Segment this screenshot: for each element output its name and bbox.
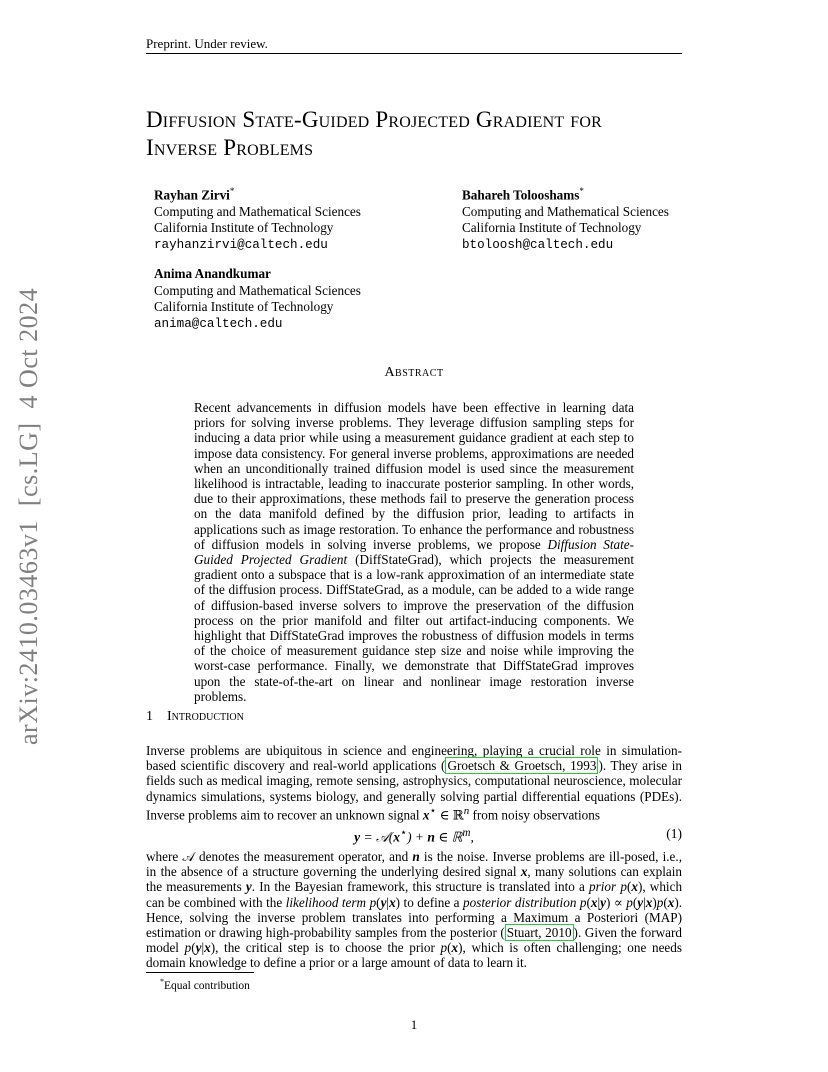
section-number: 1 <box>146 709 153 724</box>
footnote <box>160 977 250 992</box>
body-text: ). Given the forward model <box>146 925 682 956</box>
footnote-mark: * <box>160 977 164 986</box>
author-email[interactable]: anima@caltech.edu <box>154 316 283 331</box>
citation-authors: Stuart, <box>506 925 542 941</box>
citation-year: 2010 <box>545 925 572 941</box>
citation-year: 1993 <box>570 758 597 774</box>
body-text: , which can be combined with the <box>146 879 683 910</box>
abstract-text: (DiffStateGrad), which projects the measurement gradient onto a subspace that is a low-rank approximation of an intermediate state of the diffusion process. DiffStateGrad, as a module, can be added to a wide range of diffusion-based inverse solvers to improve the preservation of the diffusion process on the prior manifold and filter out artifact-inducing components. We highlight that DiffStateGrad improves the robustness of diffusion models in terms of the choice of measurement guidance step size and noise while improving the worst-case performance. Finally, we demonstrate that DiffStateGrad improves upon the state-of-the-art on linear and nonlinear image restoration inverse problems. <box>194 552 634 704</box>
author-name: Bahareh Tolooshams <box>462 187 580 203</box>
body-text: where <box>146 849 179 864</box>
author-email[interactable]: btoloosh@caltech.edu <box>462 237 614 252</box>
author-mark: * <box>579 186 584 196</box>
citation-link[interactable] <box>505 924 574 941</box>
term-posterior: posterior distribution <box>463 894 577 910</box>
body-text: . In the Bayesian framework, this structure is translated into a <box>251 879 585 895</box>
title-line-1: Diffusion State-Guided Projected Gradient for <box>146 107 603 132</box>
term-likelihood: likelihood term <box>285 894 367 910</box>
body-text: . Hence, solving the inverse problem translates into performing a Maximum a Posteriori (MAP) estimation or drawing high-probability samples from the posterior ( <box>146 894 683 941</box>
arxiv-identifier: arXiv:2410.03463v1 [cs.LG] 4 Oct 2024 <box>14 287 43 745</box>
body-text: ). They arise in fields such as medical imaging, remote sensing, astrophysics, computational neuroscience, molecular dynamics simulations, systems biology, and generally solving partial differential equations (PDEs). Inverse problems aim to recover an unknown signal <box>146 758 683 823</box>
abstract-body <box>194 400 634 704</box>
running-header: Preprint. Under review. <box>146 36 268 51</box>
author-inst: California Institute of Technology <box>462 220 642 236</box>
body-text: Inverse problems are ubiquitous in science and engineering, playing a crucial role in simulation-based scientific discovery and real-world applications ( <box>146 743 682 774</box>
abstract-text: Recent advancements in diffusion models have been effective in learning data priors for solving inverse problems. They leverage diffusion sampling steps for inducing a data prior while using a measurement guidance gradient at each step to impose data consistency. For general inverse problems, approximations are needed when an unconditionally trained diffusion model is used since the measurement likelihood is intractable, leading to inaccurate posterior sampling. In other words, due to their approximations, these methods fail to preserve the generation process on the data manifold defined by the diffusion prior, leading to artifacts in applications such as image restoration. To enhance the performance and robustness of diffusion models in solving inverse problems, we propose <box>194 400 634 552</box>
body-text: , which is often challenging; one needs domain knowledge to define a prior or a large amount of data to learn it. <box>146 940 682 971</box>
author-dept: Computing and Mathematical Sciences <box>462 203 669 219</box>
author-dept: Computing and Mathematical Sciences <box>154 282 361 298</box>
title-line-2: Inverse Problems <box>146 135 314 160</box>
intro-paragraph-2: where 𝒜 denotes the measurement operator, and n is the noise. Inverse problems are ill-posed, i.e., in the absence of a structure governing the underlying desired signal x, many solutions can explain the measurements y. In the Bayesian framework, this structure is translated into a prior p(x), which can be combined with the likelihood term p(y|x) to define a posterior distribution p(x|y) ∝ p(y|x)p(x). Hence, solving the inverse problem translates into performing a Maximum a Posteriori (MAP) estimation or drawing high-probability samples from the posterior ( Stuart, 2010 ). Given the forward model p(y|x), the critical step is to choose the prior p(x), which is often challenging; one needs domain knowledge to define a prior or a large amount of data to learn it. <box>146 849 683 971</box>
footnote-rule <box>146 972 254 973</box>
author-email[interactable]: rayhanzirvi@caltech.edu <box>154 237 328 252</box>
intro-paragraph-1: Inverse problems are ubiquitous in science and engineering, playing a crucial role in simulation-based scientific discovery and real-world applications ( Groetsch & Groetsch, 1993 ). They arise in fields such as medical imaging, remote sensing, astrophysics, computational neuroscience, molecular dynamics simulations, systems biology, and generally solving partial differential equations (PDEs). Inverse problems aim to recover an unknown signal x⋆ ∈ ℝ$^n$ from noisy observations <box>146 743 683 823</box>
body-text: is the noise. Inverse problems are ill-posed, i.e., in the absence of a structure governing the underlying desired signal <box>146 849 683 880</box>
author-name: Anima Anandkumar <box>154 266 271 281</box>
author-inst: California Institute of Technology <box>154 299 334 314</box>
author-dept: Computing and Mathematical Sciences <box>154 203 361 219</box>
equation-expression: y = 𝒜(x⋆) + n ∈ ℝ$^m$, <box>354 827 474 845</box>
footnote-text: Equal contribution <box>164 979 250 992</box>
author-inst: California Institute of Technology <box>154 220 334 236</box>
body-text: , many solutions can explain the measurements <box>146 864 682 895</box>
equation-1 <box>146 826 682 845</box>
equation-number: (1) <box>666 826 682 841</box>
author-block-1 <box>154 183 361 253</box>
citation-link[interactable] <box>445 757 598 774</box>
author-block-2 <box>462 183 669 253</box>
paper-title <box>146 106 706 162</box>
author-mark: * <box>229 186 235 196</box>
body-text: from noisy observations <box>472 807 600 823</box>
abstract-heading: Abstract <box>384 365 444 380</box>
body-text: to define a <box>403 894 460 910</box>
page-number: 1 <box>410 1017 418 1032</box>
body-text: , the critical step is to choose the prior <box>215 940 435 956</box>
section-title: Introduction <box>167 709 244 724</box>
section-heading <box>146 709 244 725</box>
citation-authors: Groetsch & Groetsch, <box>447 758 566 774</box>
term-prior: prior <box>589 879 617 895</box>
method-name: Diffusion State-Guided Projected Gradient <box>194 536 635 568</box>
header-rule <box>146 53 682 54</box>
author-block-3 <box>154 266 361 332</box>
author-name: Rayhan Zirvi <box>154 187 230 203</box>
body-text: denotes the measurement operator, and <box>199 849 409 864</box>
